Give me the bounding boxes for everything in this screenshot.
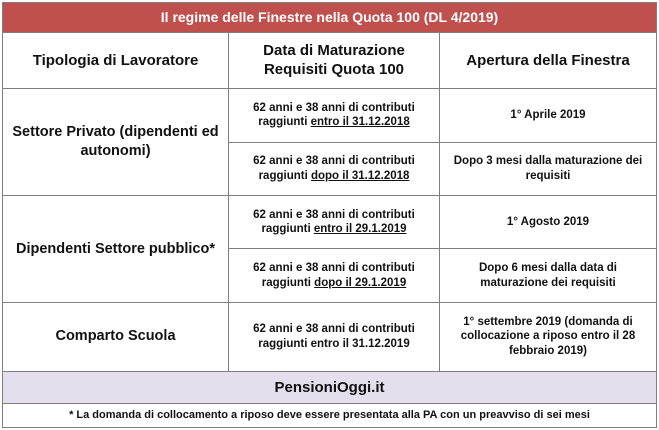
header-row	[3, 33, 657, 88]
table-row	[3, 302, 657, 371]
requisiti-cell	[229, 249, 440, 302]
requisiti-prefix: raggiunti	[258, 116, 311, 129]
header-tipologia: Tipologia di Lavoratore	[3, 33, 229, 88]
requisiti-line1: 62 anni e 38 anni di contributi	[253, 261, 415, 274]
requisiti-cell	[229, 88, 440, 142]
requisiti-line1: 62 anni e 38 anni di contributi	[253, 101, 415, 114]
brand-label: PensioniOggi.it	[3, 371, 657, 403]
requisiti-line1: 62 anni e 38 anni di contributi	[253, 208, 415, 221]
requisiti-date: entro il 29.1.2019	[313, 223, 407, 236]
header-data-maturazione: Data di Maturazione Requisiti Quota 100	[229, 33, 440, 88]
requisiti-line1: 62 anni e 38 anni di contributi	[253, 322, 415, 335]
finestra-cell: Dopo 3 mesi dalla maturazione dei requisiti	[440, 142, 657, 195]
category-settore-pubblico: Dipendenti Settore pubblico*	[3, 196, 229, 303]
requisiti-date: entro il 31.12.2018	[310, 116, 410, 129]
finestra-cell: 1° Agosto 2019	[440, 196, 657, 249]
requisiti-prefix: raggiunti entro il 31.12.2019	[258, 337, 410, 350]
footnote: * La domanda di collocamento a riposo deve essere presentata alla PA con un preavviso di sei mesi	[3, 403, 657, 427]
requisiti-prefix: raggiunti	[261, 276, 315, 289]
finestra-cell: 1° Aprile 2019	[440, 88, 657, 142]
requisiti-prefix: raggiunti	[258, 170, 311, 183]
table-row	[3, 88, 657, 142]
requisiti-cell	[229, 142, 440, 195]
category-comparto-scuola: Comparto Scuola	[3, 302, 229, 371]
header-apertura-finestra: Apertura della Finestra	[440, 33, 657, 88]
requisiti-cell	[229, 302, 440, 371]
table-row	[3, 196, 657, 249]
requisiti-date: dopo il 29.1.2019	[314, 276, 407, 289]
requisiti-line1: 62 anni e 38 anni di contributi	[253, 155, 415, 168]
category-settore-privato: Settore Privato (dipendenti ed autonomi)	[3, 88, 229, 196]
requisiti-date: dopo il 31.12.2018	[310, 170, 410, 183]
regime-finestre-table	[2, 2, 657, 428]
requisiti-prefix: raggiunti	[261, 223, 314, 236]
title-row	[3, 3, 657, 33]
footnote-row	[3, 403, 657, 427]
requisiti-cell	[229, 196, 440, 249]
table-title: Il regime delle Finestre nella Quota 100 (DL 4/2019)	[3, 3, 657, 33]
finestra-cell: Dopo 6 mesi dalla data di maturazione dei requisiti	[440, 249, 657, 302]
brand-row	[3, 371, 657, 403]
finestra-cell: 1° settembre 2019 (domanda di collocazione a riposo entro il 28 febbraio 2019)	[440, 302, 657, 371]
